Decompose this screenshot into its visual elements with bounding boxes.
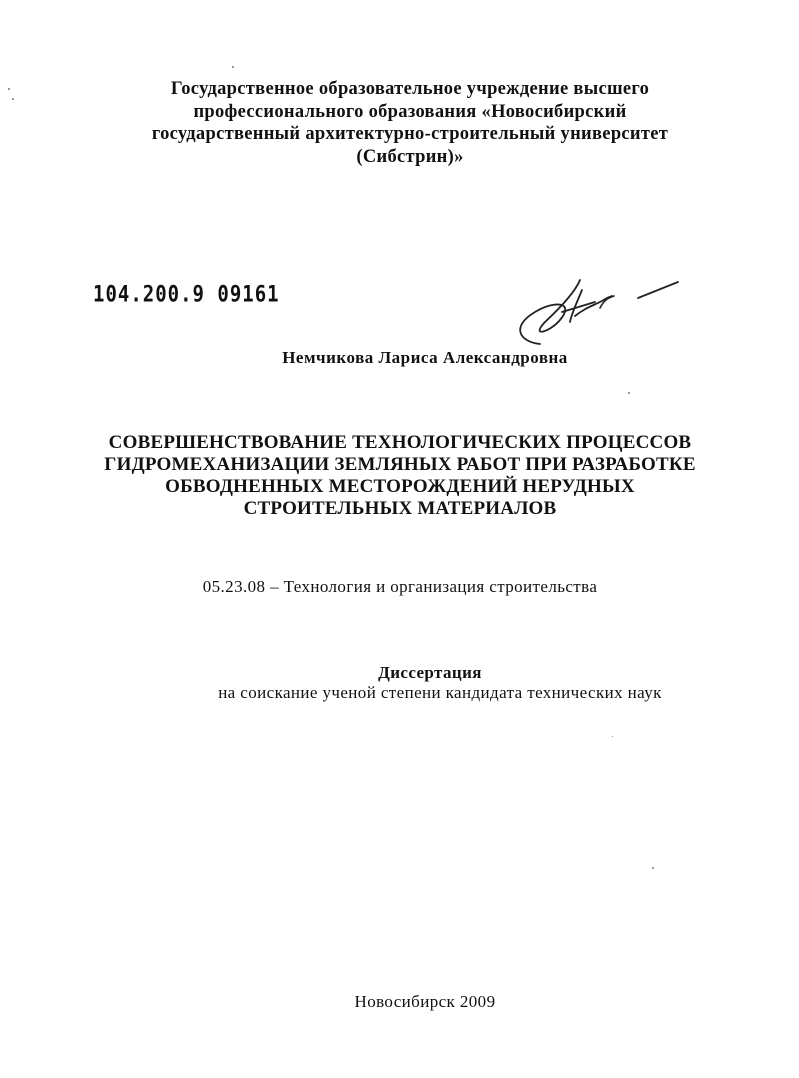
degree-description: на соискание ученой степени кандидата технических наук bbox=[218, 683, 662, 702]
institution-line-3: государственный архитектурно-строительный университет bbox=[151, 124, 669, 144]
scan-speck bbox=[232, 66, 234, 68]
title-line-3: ОБВОДНЕННЫХ МЕСТОРОЖДЕНИЙ НЕРУДНЫХ bbox=[165, 476, 635, 497]
title-line-4: СТРОИТЕЛЬНЫХ МАТЕРИАЛОВ bbox=[243, 498, 557, 519]
title-line-2: ГИДРОМЕХАНИЗАЦИИ ЗЕМЛЯНЫХ РАБОТ ПРИ РАЗРАБОТКЕ bbox=[104, 454, 696, 475]
scan-speck bbox=[8, 88, 10, 90]
registration-stamp-number: 104.200.9 09161 bbox=[93, 282, 280, 308]
dissertation-title bbox=[60, 432, 740, 520]
specialty-code: 05.23.08 – Технология и организация строительства bbox=[202, 577, 598, 596]
scan-speck bbox=[12, 98, 14, 100]
institution-line-4: (Сибстрин)» bbox=[356, 146, 464, 167]
scan-speck bbox=[652, 867, 654, 869]
city-year: Новосибирск 2009 bbox=[354, 992, 496, 1011]
title-line-1: СОВЕРШЕНСТВОВАНИЕ ТЕХНОЛОГИЧЕСКИХ ПРОЦЕССОВ bbox=[108, 432, 692, 453]
handwritten-signature bbox=[500, 272, 690, 352]
institution-header bbox=[80, 78, 740, 168]
scan-speck bbox=[612, 736, 613, 737]
author-name: Немчикова Лариса Александровна bbox=[282, 348, 568, 367]
document-type: Диссертация bbox=[378, 663, 482, 682]
scan-speck bbox=[628, 392, 630, 394]
institution-line-2: профессионального образования «Новосибирский bbox=[193, 101, 627, 122]
institution-line-1: Государственное образовательное учреждение высшего bbox=[170, 79, 650, 99]
